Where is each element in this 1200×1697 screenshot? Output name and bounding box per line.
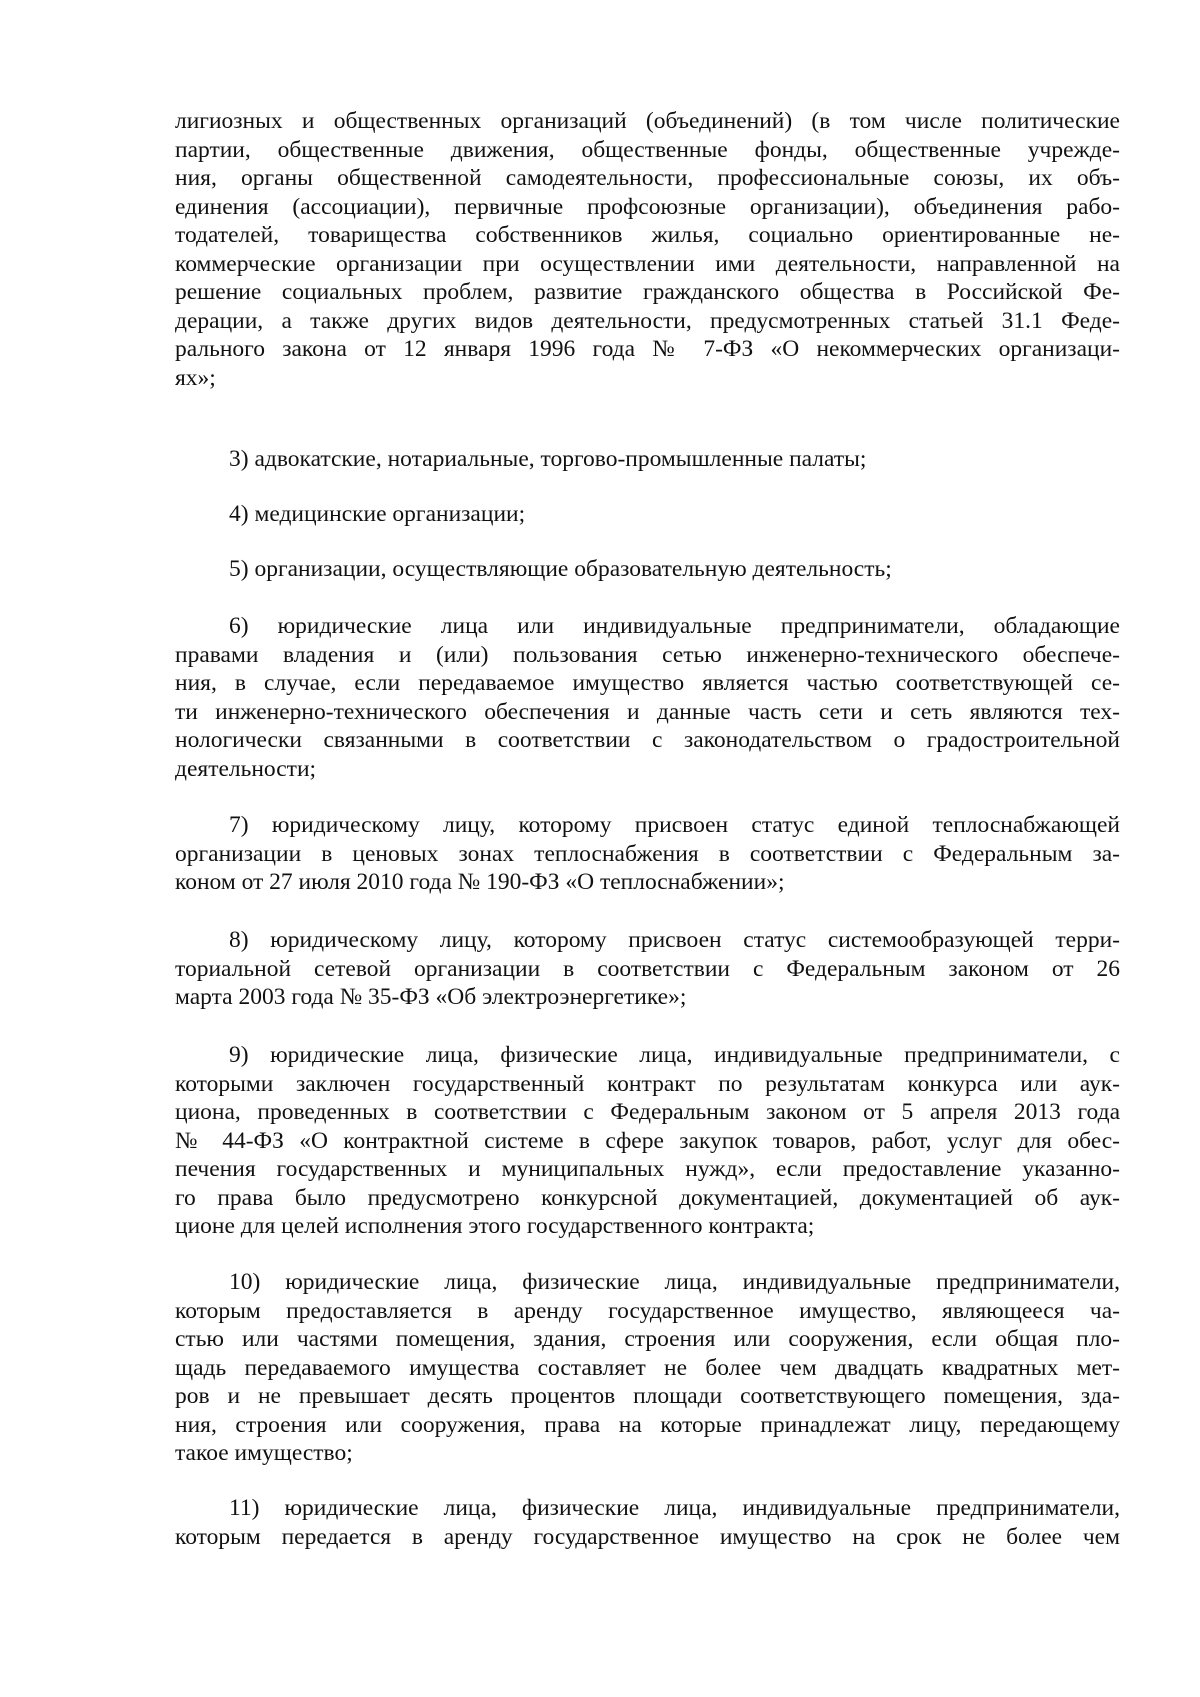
text-line: которым передается в аренду государственное имущество на срок не более чем <box>175 1523 1120 1550</box>
paragraph-item-5 <box>175 555 1120 584</box>
text-line: деятельности; <box>175 755 317 782</box>
text-line: щадь передаваемого имущества составляет не более чем двадцать квадратных мет- <box>175 1354 1120 1381</box>
text-line: нологически связанными в соответствии с законодательством о градостроительной <box>175 727 1120 753</box>
text-line: 5) организации, осуществляющие образовательную деятельность; <box>229 556 892 582</box>
text-line: 7) юридическому лицу, которому присвоен статус единой теплоснабжающей <box>229 812 1120 838</box>
text-line: коном от 27 июля 2010 года № 190-ФЗ «О теплоснабжении»; <box>175 869 785 895</box>
text-line: единения (ассоциации), первичные профсоюзные организации), объединения рабо- <box>175 193 1120 220</box>
paragraph-item-9 <box>175 1041 1120 1241</box>
text-line: циона, проведенных в соответствии с Федеральным законом от 5 апреля 2013 года <box>175 1099 1120 1125</box>
text-line: рального закона от 12 января 1996 года № 7-ФЗ «О некоммерческих организаци- <box>175 336 1120 362</box>
paragraph-continuation <box>175 107 1120 392</box>
text-line: 10) юридические лица, физические лица, индивидуальные предприниматели, <box>229 1269 1120 1295</box>
text-line: ционе для целей исполнения этого государственного контракта; <box>175 1213 815 1239</box>
paragraph-item-10 <box>175 1268 1120 1468</box>
paragraph-item-3 <box>175 445 1120 474</box>
text-line: № 44-ФЗ «О контрактной системе в сфере закупок товаров, работ, услуг для обес- <box>175 1127 1120 1154</box>
text-line: ях»; <box>175 364 216 391</box>
text-line: 6) юридические лица или индивидуальные предприниматели, обладающие <box>229 613 1120 639</box>
text-line: 4) медицинские организации; <box>229 501 526 527</box>
text-line: организации в ценовых зонах теплоснабжения в соответствии с Федеральным за- <box>175 840 1120 867</box>
text-line: которыми заключен государственный контракт по результатам конкурса или аук- <box>175 1070 1120 1097</box>
text-line: ров и не превышает десять процентов площади соответствующего помещения, зда- <box>175 1383 1120 1409</box>
text-line: стью или частями помещения, здания, строения или сооружения, если общая пло- <box>175 1326 1120 1352</box>
text-line: партии, общественные движения, общественные фонды, общественные учрежде- <box>175 136 1120 163</box>
paragraph-item-8 <box>175 926 1120 1012</box>
text-line: лигиозных и общественных организаций (объединений) (в том числе политические <box>175 108 1120 134</box>
text-line: ториальной сетевой организации в соответствии с Федеральным законом от 26 <box>175 955 1120 982</box>
text-line: ния, в случае, если передаваемое имущество является частью соответствующей се- <box>175 670 1120 696</box>
paragraph-item-11 <box>175 1494 1120 1551</box>
text-line: ния, органы общественной самодеятельности, профессиональные союзы, их объ- <box>175 165 1120 191</box>
text-line: 3) адвокатские, нотариальные, торгово-промышленные палаты; <box>229 446 867 472</box>
text-line: 9) юридические лица, физические лица, индивидуальные предприниматели, с <box>229 1042 1120 1068</box>
text-line: тодателей, товарищества собственников жилья, социально ориентированные не- <box>175 222 1120 248</box>
text-line: го права было предусмотрено конкурсной документацией, документацией об аук- <box>175 1184 1120 1211</box>
text-line: решение социальных проблем, развитие гражданского общества в Российской Фе- <box>175 279 1120 305</box>
text-line: дерации, а также других видов деятельности, предусмотренных статьей 31.1 Феде- <box>175 307 1120 334</box>
paragraph-item-7 <box>175 811 1120 897</box>
text-line: такое имущество; <box>175 1440 353 1466</box>
text-line: печения государственных и муниципальных нужд», если предоставление указанно- <box>175 1156 1120 1182</box>
text-line: 11) юридические лица, физические лица, индивидуальные предприниматели, <box>229 1495 1120 1521</box>
paragraph-item-6 <box>175 612 1120 783</box>
text-line: которым предоставляется в аренду государственное имущество, являющееся ча- <box>175 1297 1120 1324</box>
text-line: коммерческие организации при осуществлении ими деятельности, направленной на <box>175 250 1120 277</box>
text-line: марта 2003 года № 35-ФЗ «Об электроэнергетике»; <box>175 984 687 1010</box>
text-line: 8) юридическому лицу, которому присвоен статус системообразующей терри- <box>229 927 1120 953</box>
paragraph-item-4 <box>175 500 1120 529</box>
text-line: ния, строения или сооружения, права на которые принадлежат лицу, передающему <box>175 1411 1120 1438</box>
text-line: правами владения и (или) пользования сетью инженерно-технического обеспече- <box>175 641 1120 668</box>
text-line: ти инженерно-технического обеспечения и данные часть сети и сеть являются тех- <box>175 698 1120 725</box>
